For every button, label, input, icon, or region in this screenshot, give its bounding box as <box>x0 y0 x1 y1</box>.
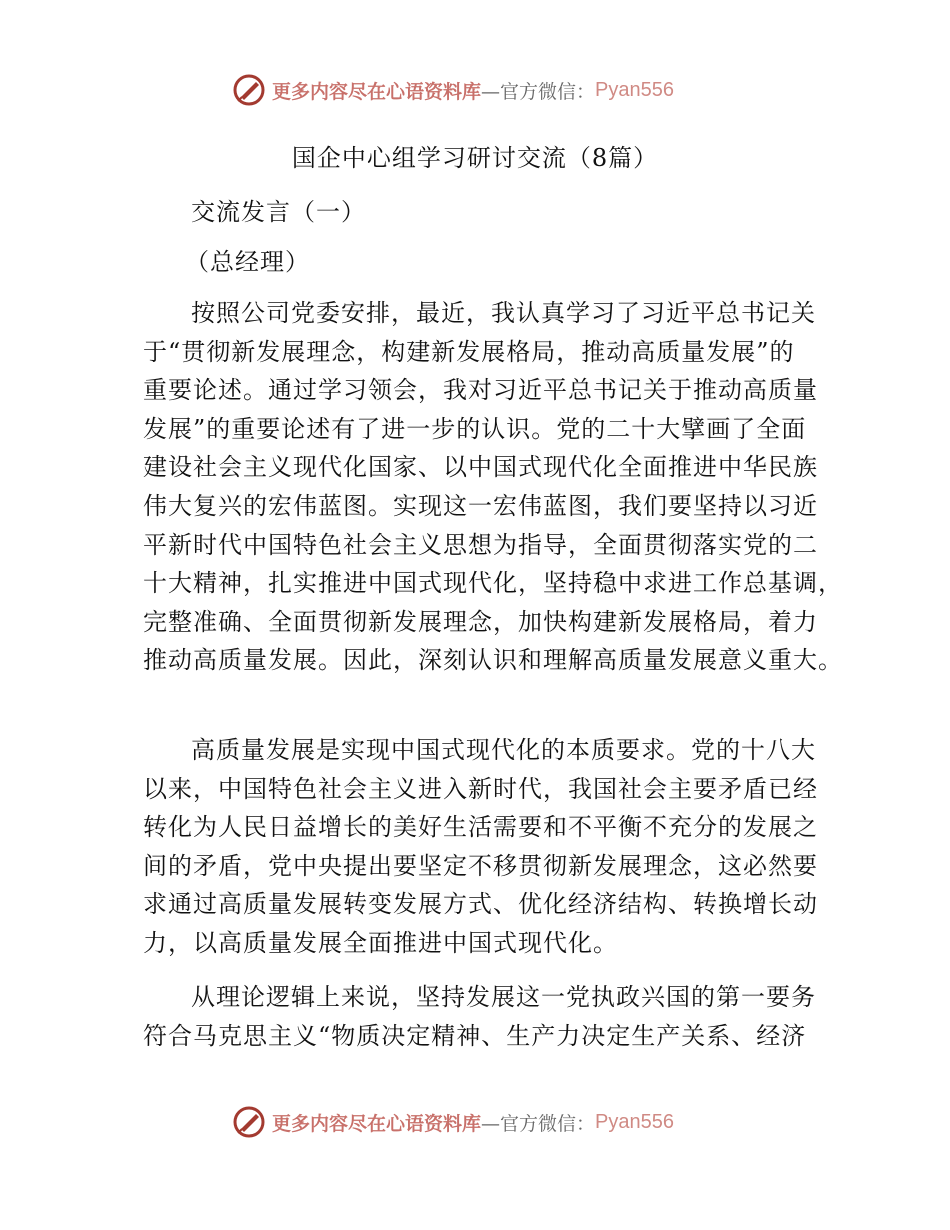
section-heading: 交流发言（一） <box>191 198 366 226</box>
paragraph-line: 按照公司党委安排，最近，我认真学习了习近平总书记关 <box>191 299 816 327</box>
banner-wechat-id: Pyan556 <box>595 1110 674 1133</box>
speaker-label: （总经理） <box>185 248 310 276</box>
banner-wechat-id: Pyan556 <box>595 78 674 101</box>
paragraph-line: 转化为人民日益增长的美好生活需要和不平衡不充分的发展之 <box>143 813 818 842</box>
paragraph-line: 发展”的重要论述有了进一步的认识。党的二十大擘画了全面 <box>143 414 807 443</box>
paragraph-line: 符合马克思主义“物质决定精神、生产力决定生产关系、经济 <box>143 1021 807 1050</box>
paragraph-line: 间的矛盾，党中央提出要坚定不移贯彻新发展理念，这必然要 <box>143 851 818 880</box>
banner-text: 更多内容尽在心语资料库 <box>272 80 482 103</box>
pen-logo-icon <box>232 1105 266 1139</box>
paragraph-line: 力，以高质量发展全面推进中国式现代化。 <box>143 929 618 957</box>
paragraph-line: 于“贯彻新发展理念，构建新发展格局，推动高质量发展”的 <box>143 337 795 366</box>
paragraph-line: 建设社会主义现代化国家、以中国式现代化全面推进中华民族 <box>143 453 818 482</box>
banner-label: —官方微信： <box>481 1112 596 1135</box>
footer-banner <box>232 1102 674 1142</box>
paragraph-line: 完整准确、全面贯彻新发展理念，加快构建新发展格局，着力 <box>143 607 818 636</box>
pen-logo-icon <box>232 73 266 107</box>
header-banner <box>232 70 674 110</box>
paragraph-line: 以来，中国特色社会主义进入新时代，我国社会主要矛盾已经 <box>143 774 818 803</box>
paragraph-line: 伟大复兴的宏伟蓝图。实现这一宏伟蓝图，我们要坚持以习近 <box>143 492 818 520</box>
banner-text: 更多内容尽在心语资料库 <box>272 1112 482 1135</box>
paragraph-line: 高质量发展是实现中国式现代化的本质要求。党的十八大 <box>191 736 816 764</box>
paragraph-line: 从理论逻辑上来说，坚持发展这一党执政兴国的第一要务 <box>191 983 816 1011</box>
paragraph-line: 平新时代中国特色社会主义思想为指导，全面贯彻落实党的二 <box>143 530 818 559</box>
paragraph-line: 推动高质量发展。因此，深刻认识和理解高质量发展意义重大。 <box>143 646 843 675</box>
paragraph-line: 求通过高质量发展转变发展方式、优化经济结构、转换增长动 <box>143 890 818 919</box>
banner-label: —官方微信： <box>481 80 596 103</box>
document-title: 国企中心组学习研讨交流（8篇） <box>291 144 659 172</box>
paragraph-line: 十大精神，扎实推进中国式现代化，坚持稳中求进工作总基调， <box>143 569 843 598</box>
paragraph-line: 重要论述。通过学习领会，我对习近平总书记关于推动高质量 <box>143 376 818 405</box>
